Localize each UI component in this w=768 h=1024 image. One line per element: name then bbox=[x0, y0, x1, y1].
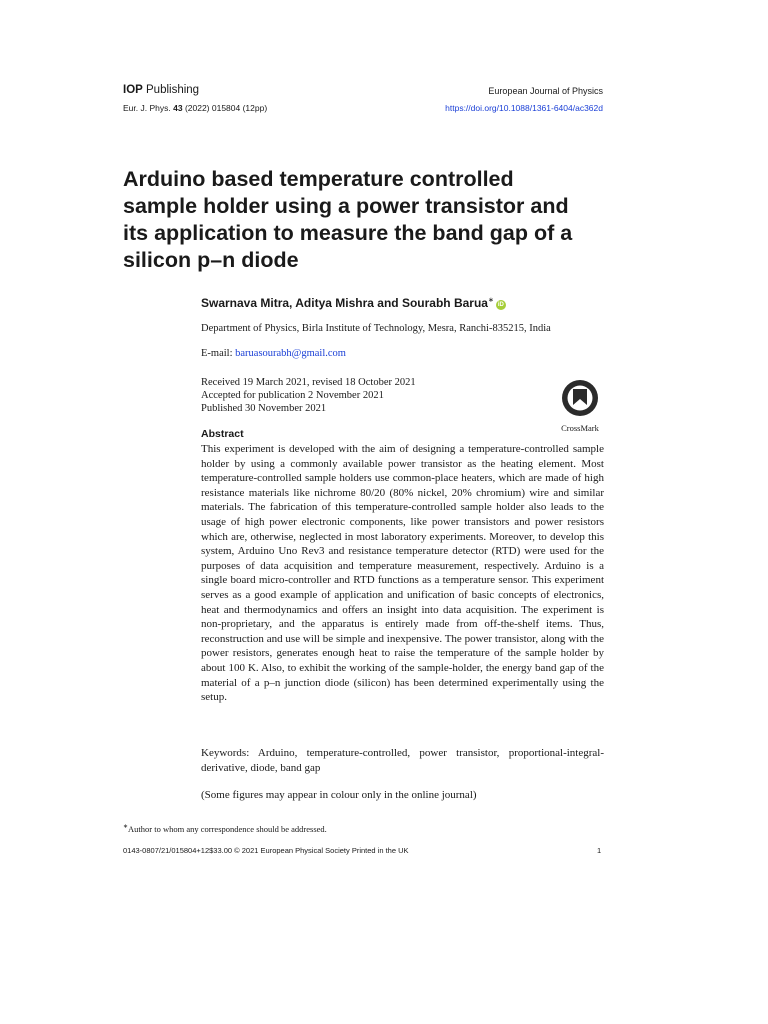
orcid-icon[interactable]: iD bbox=[497, 302, 504, 308]
footer-copyright: 0143-0807/21/015804+12$33.00 © 2021 European Physical Society Printed in the UK bbox=[123, 846, 409, 855]
page-number: 1 bbox=[597, 846, 602, 855]
publication-dates bbox=[201, 376, 416, 415]
footnote: ∗Author to whom any correspondence should be addressed. bbox=[123, 823, 327, 834]
colour-note: (Some figures may appear in colour only in the online journal) bbox=[201, 789, 477, 801]
crossmark-label: CrossMark bbox=[561, 423, 599, 433]
received-date: Received 19 March 2021, revised 18 October 2021 bbox=[201, 377, 416, 388]
published-date: Published 30 November 2021 bbox=[201, 403, 327, 414]
abstract-text: This experiment is developed with the aim of designing a temperature-controlled sample holder by using a commonly available power transistor as the heating element. Most temperature-controlled sample holders use common-place heaters, which are made of high resistance materials like nichrome 80/20 (80% nickel, 20% chromium) wire and similar materials. The fabrication of this temperature-controlled sample holder also leads to the usage of high power electronic components, like power transistors and power resistors which are, otherwise, neglected in most laboratory experiments. Moreover, to develop this system, Arduino Uno Rev3 and resistance temperature detector (RTD) were used for the purposes of data acquisition and temperature measurement, respectively. Arduino is a single board micro-controller and RTD functions as a temperature sensor. This experiment serves as a good example of application and unification of basic concepts of electronics, heat and thermodynamics and offers an insight into data acquisition. The experiment is non-proprietary, and the apparatus is entirely made from off-the-shelf items. Thus, reconstruction and use will be simple and inexpensive. The power transistor, along with the power resistors, generates enough heat to raise the temperature of the sample holder by about 100 K. Also, to exhibit the working of the sample-holder, the energy band gap of the material of a p–n junction diode (silicon) has been determined experimentally using the setup. bbox=[201, 443, 604, 704]
author-list: Swarnava Mitra, Aditya Mishra and Sourabh Barua∗iD bbox=[201, 296, 504, 310]
email-line: E-mail: baruasourabh@gmail.com bbox=[201, 348, 346, 359]
doi-link[interactable]: https://doi.org/10.1088/1361-6404/ac362d bbox=[445, 103, 603, 113]
author-marker: ∗ bbox=[487, 297, 494, 304]
footnote-marker: ∗ bbox=[123, 824, 129, 830]
publisher-logo: IOP Publishing bbox=[123, 84, 200, 96]
crossmark-badge[interactable] bbox=[554, 378, 606, 433]
email-link[interactable]: baruasourabh@gmail.com bbox=[235, 348, 346, 359]
keywords: Keywords: Arduino, temperature-controlled, power transistor, proportional-integral-derivative, diode, band gap bbox=[201, 747, 604, 774]
paper-title: Arduino based temperature controlled sample holder using a power transistor and its application to measure the band gap of a silicon p–n diode bbox=[123, 167, 573, 272]
crossmark-icon bbox=[560, 378, 600, 418]
abstract-heading: Abstract bbox=[201, 428, 244, 440]
accepted-date: Accepted for publication 2 November 2021 bbox=[201, 390, 384, 401]
journal-name: European Journal of Physics bbox=[488, 86, 603, 96]
affiliation: Department of Physics, Birla Institute of Technology, Mesra, Ranchi-835215, India bbox=[201, 323, 551, 334]
citation: Eur. J. Phys. 43 (2022) 015804 (12pp) bbox=[123, 103, 268, 113]
